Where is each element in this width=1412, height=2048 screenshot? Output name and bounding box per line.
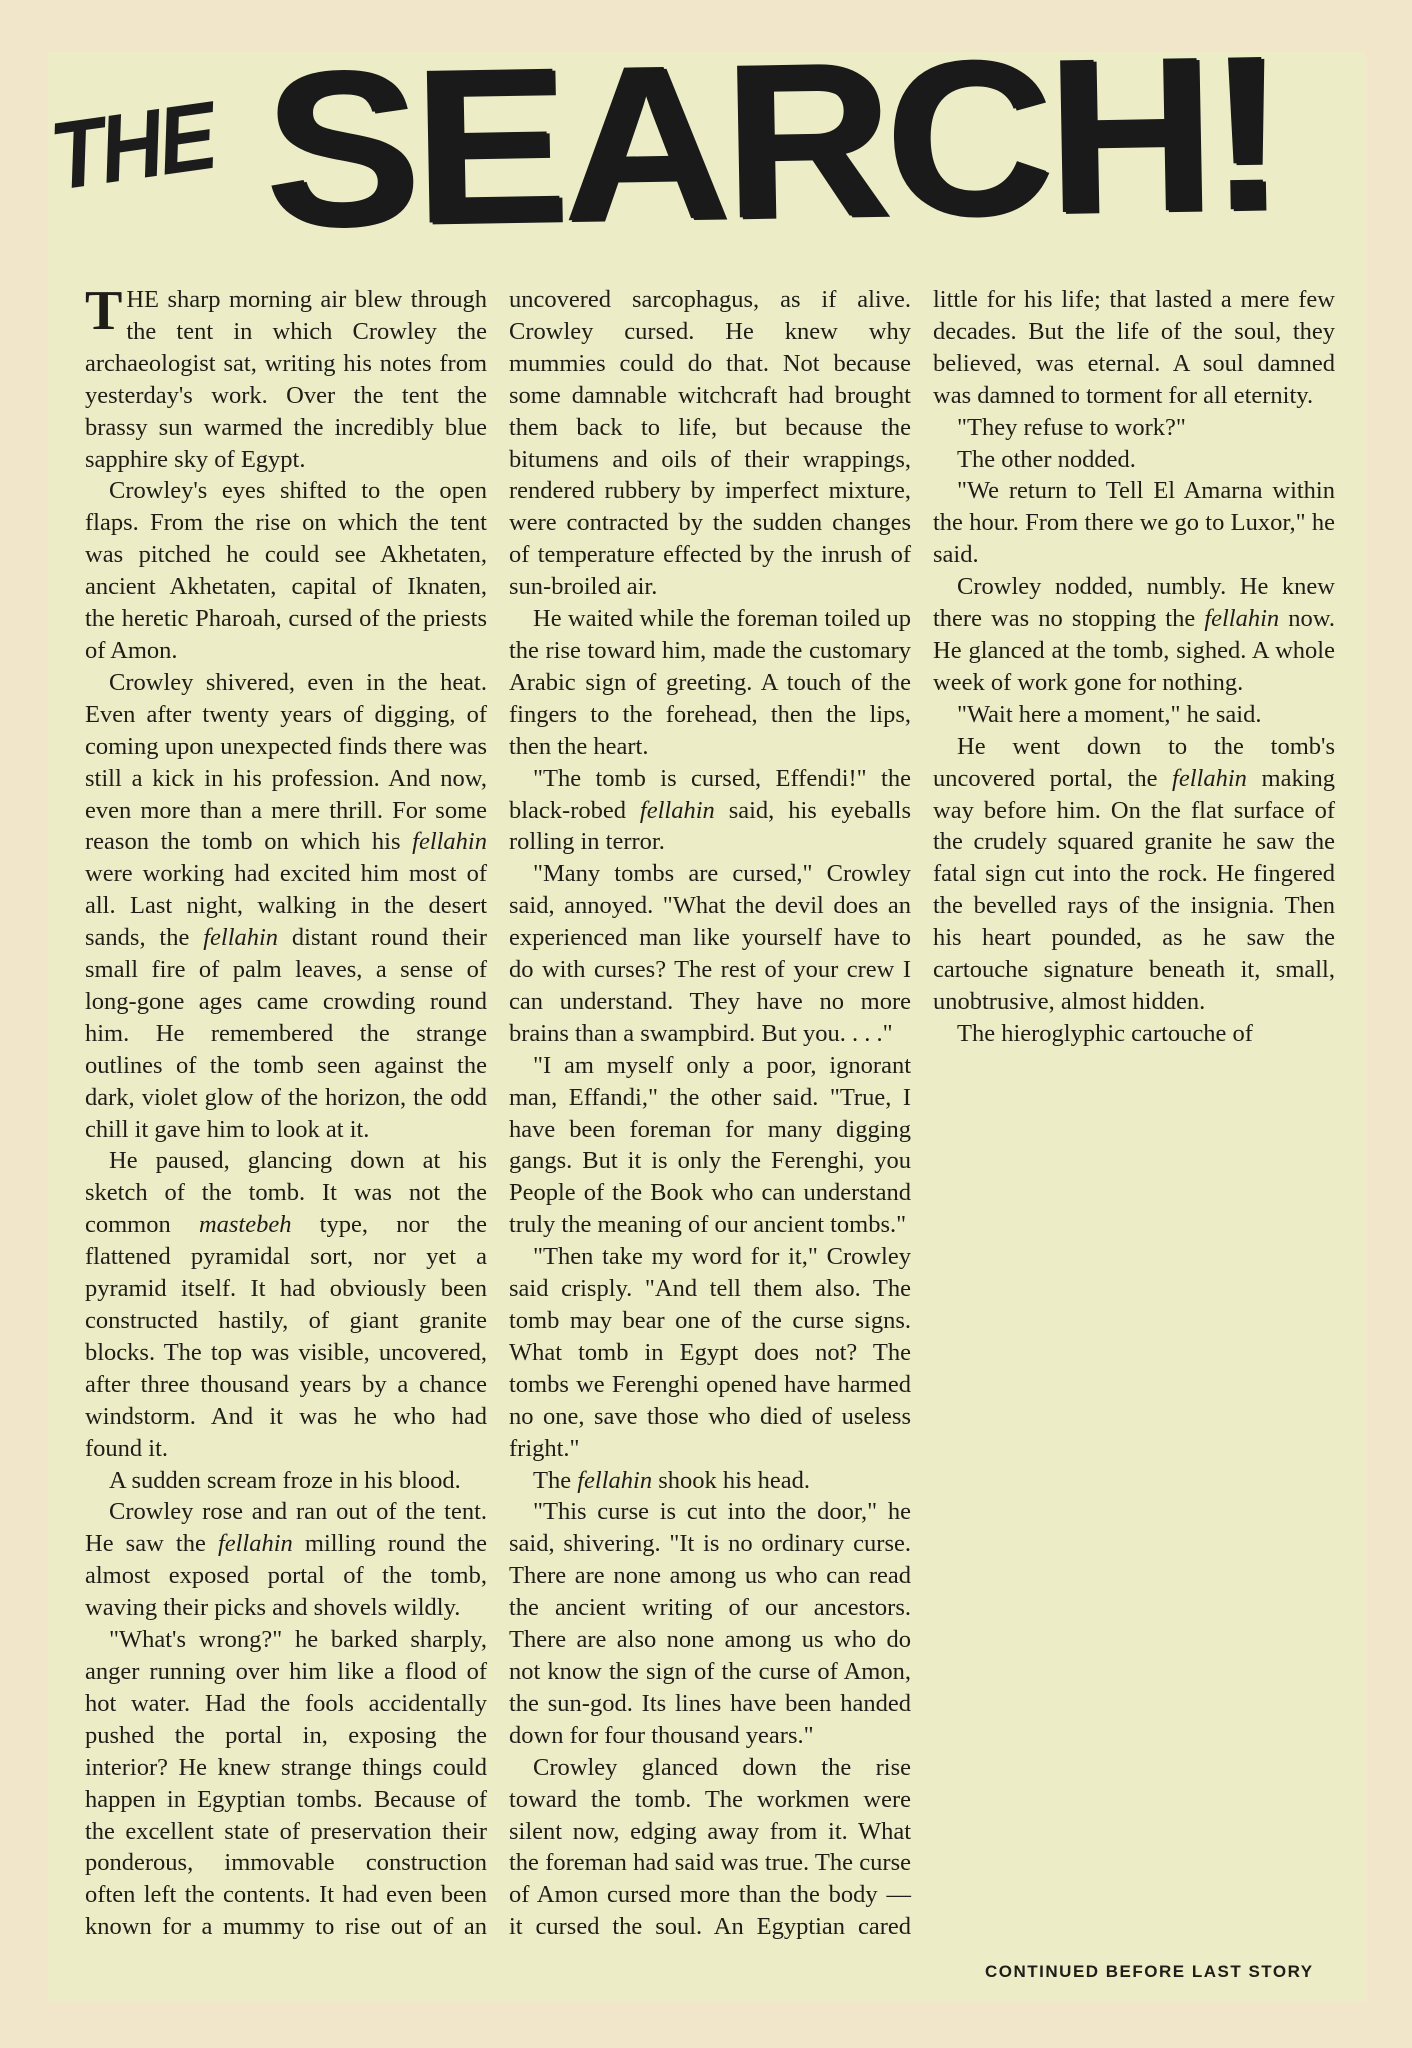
italic-term: mastebeh [198, 1211, 292, 1239]
text-run: The hieroglyphic cartouche of [957, 1019, 1253, 1047]
text-run: said, his eyeballs rolling in terror. [509, 796, 911, 856]
text-run: were working had excited him most of all. Last night, walking in the desert sands, the [85, 860, 487, 952]
story-paragraph [509, 1465, 911, 1497]
story-paragraph [85, 1465, 487, 1497]
text-run: now. He glanced at the tomb, sighed. A whole week of work gone for nothing. [933, 605, 1335, 696]
story-paragraph [509, 1241, 911, 1464]
text-run: He went down to the tomb's uncovered portal, the [933, 732, 1335, 792]
text-run: HE sharp morning air blew through the tent in which Crowley the archaeologist sat, writing his notes from yesterday's work. Over the tent the brassy sun warmed the incredibly blue sapphire sky of Egypt. [85, 286, 487, 473]
text-run: He waited while the foreman toiled up the rise toward him, made the customary Arabic sign of greeting. A touch of the fingers to the forehead, then the lips, then the heart. [509, 605, 911, 760]
text-run: A sudden scream froze in his blood. [109, 1466, 461, 1494]
story-paragraph [509, 1496, 911, 1751]
story-paragraph [933, 412, 1335, 444]
italic-term: fellahin [1172, 764, 1247, 792]
text-run: "What's wrong?" he barked sharply, anger running over him like a flood of hot water. Had the fools accidentally pushed the portal in, exposing the interior? He knew strange things could happen in Egyptian tombs. Because of the excellent state of preservation their ponderous, immovable construction often left the contents. It had even been known for a mummy to rise out of an uncovered sarcophagus, as if alive. Crowley cursed. He knew why mummies could do that. Not because some damnable witchcraft had brought them back to life, but because the bitumens and oils of their wrappings, rendered rubbery by imperfect mixture, were contracted by the sudden changes of temperature effected by the inrush of sun-broiled air. [85, 286, 911, 1941]
text-run: Crowley glanced down the rise toward the tomb. The workmen were silent now, edging away from it. What the foreman had said was true. The curse of Amon cursed more than the body — it cursed the soul. An Egyptian cared little for his life; that lasted a mere few decades. But the life of the soul, they believed, was eternal. A soul damned was damned to torment for all eternity. [509, 286, 1335, 1941]
story-paragraph [933, 475, 1335, 571]
text-run: shook his head. [652, 1466, 810, 1494]
italic-term: fellahin [639, 796, 715, 824]
drop-cap: T [85, 280, 123, 342]
text-run: Crowley rose and ran out of the tent. He saw the [85, 1498, 487, 1558]
text-run: The other nodded. [957, 445, 1136, 473]
story-paragraph [85, 667, 487, 1146]
title-prefix: THE [44, 82, 220, 211]
story-paragraph [933, 699, 1335, 731]
story-paragraph [509, 858, 911, 1049]
story-paragraph [933, 571, 1335, 699]
text-run: "Wait here a moment," he said. [957, 700, 1262, 728]
story-paragraph [933, 731, 1335, 1018]
story-paragraph [85, 475, 487, 666]
continued-note: CONTINUED BEFORE LAST STORY [985, 1962, 1314, 1981]
italic-term: fellahin [412, 828, 487, 856]
story-paragraph [85, 1145, 487, 1464]
text-run: Crowley nodded, numbly. He knew there was no stopping the [933, 573, 1335, 633]
italic-term: fellahin [203, 924, 279, 952]
story-paragraph [509, 1050, 911, 1241]
story-paragraph [85, 1496, 487, 1624]
text-run: Crowley shivered, even in the heat. Even after twenty years of digging, of coming upon unexpected finds there was still a kick in his profession. And now, even more than a mere thrill. For some reason the tomb on which his [85, 668, 487, 856]
text-run: "This curse is cut into the door," he said, shivering. "It is no ordinary curse. There are none among us who can read the ancient writing of our ancestors. There are also none among us who do not know the sign of the curse of Amon, the sun-god. Its lines have been handed down for four thousand years." [509, 1498, 911, 1749]
text-run: milling round the almost exposed portal of the tomb, waving their picks and shovels wildly. [85, 1530, 487, 1622]
text-run: distant round their small fire of palm leaves, a sense of long-gone ages came crowding round him. He remembered the strange outlines of the tomb seen against the dark, violet glow of the horizon, the odd chill it gave him to look at it. [85, 924, 487, 1143]
text-run: Crowley's eyes shifted to the open flaps. From the rise on which the tent was pitched he could see Akhetaten, ancient Akhetaten, capital of Iknaten, the heretic Pharoah, cursed of the priests of Amon. [85, 477, 487, 664]
text-run: "Many tombs are cursed," Crowley said, annoyed. "What the devil does an experienced man like yourself have to do with curses? The rest of your crew I can understand. They have no more brains than a swampbird. But you. . . ." [509, 860, 911, 1047]
story-paragraph [509, 763, 911, 859]
text-run: The [533, 1466, 578, 1494]
italic-term: fellahin [217, 1530, 293, 1558]
text-run: "The tomb is cursed, Effendi!" the black-robed [509, 764, 911, 824]
story-paragraph [509, 603, 911, 763]
text-run: "They refuse to work?" [957, 413, 1186, 441]
text-run: "Then take my word for it," Crowley said crisply. "And tell them also. The tomb may bear one of the curse signs. What tomb in Egypt does not? The tombs we Ferenghi opened have harmed no one, save those who died of useless fright." [509, 1243, 911, 1462]
text-run: "I am myself only a poor, ignorant man, Effandi," the other said. "True, I have been foreman for many digging gangs. But it is only the Ferenghi, you People of the Book who can understand truly the meaning of our ancient tombs." [509, 1051, 911, 1239]
story-paragraph [933, 444, 1335, 476]
text-run: making way before him. On the flat surface of the crudely squared granite he saw the fatal sign cut into the rock. He fingered the bevelled rays of the insignia. Then his heart pounded, as he saw the cartouche signature beneath it, small, unobtrusive, almost hidden. [933, 764, 1335, 1015]
text-run: type, nor the flattened pyramidal sort, nor yet a pyramid itself. It had obviously been constructed hastily, of giant granite blocks. The top was visible, uncovered, after three thousand years by a chance windstorm. And it was he who had found it. [85, 1211, 487, 1462]
story-text [85, 280, 1335, 1944]
text-run: He paused, glancing down at his sketch of the tomb. It was not the common [85, 1147, 487, 1239]
italic-term: fellahin [1204, 605, 1280, 633]
page-title: SEARCH! [261, 9, 1282, 273]
text-run: "We return to Tell El Amarna within the hour. From there we go to Luxor," he said. [933, 477, 1335, 569]
italic-term: fellahin [577, 1466, 653, 1494]
story-paragraph [85, 280, 487, 475]
story-paragraph [933, 1018, 1335, 1050]
